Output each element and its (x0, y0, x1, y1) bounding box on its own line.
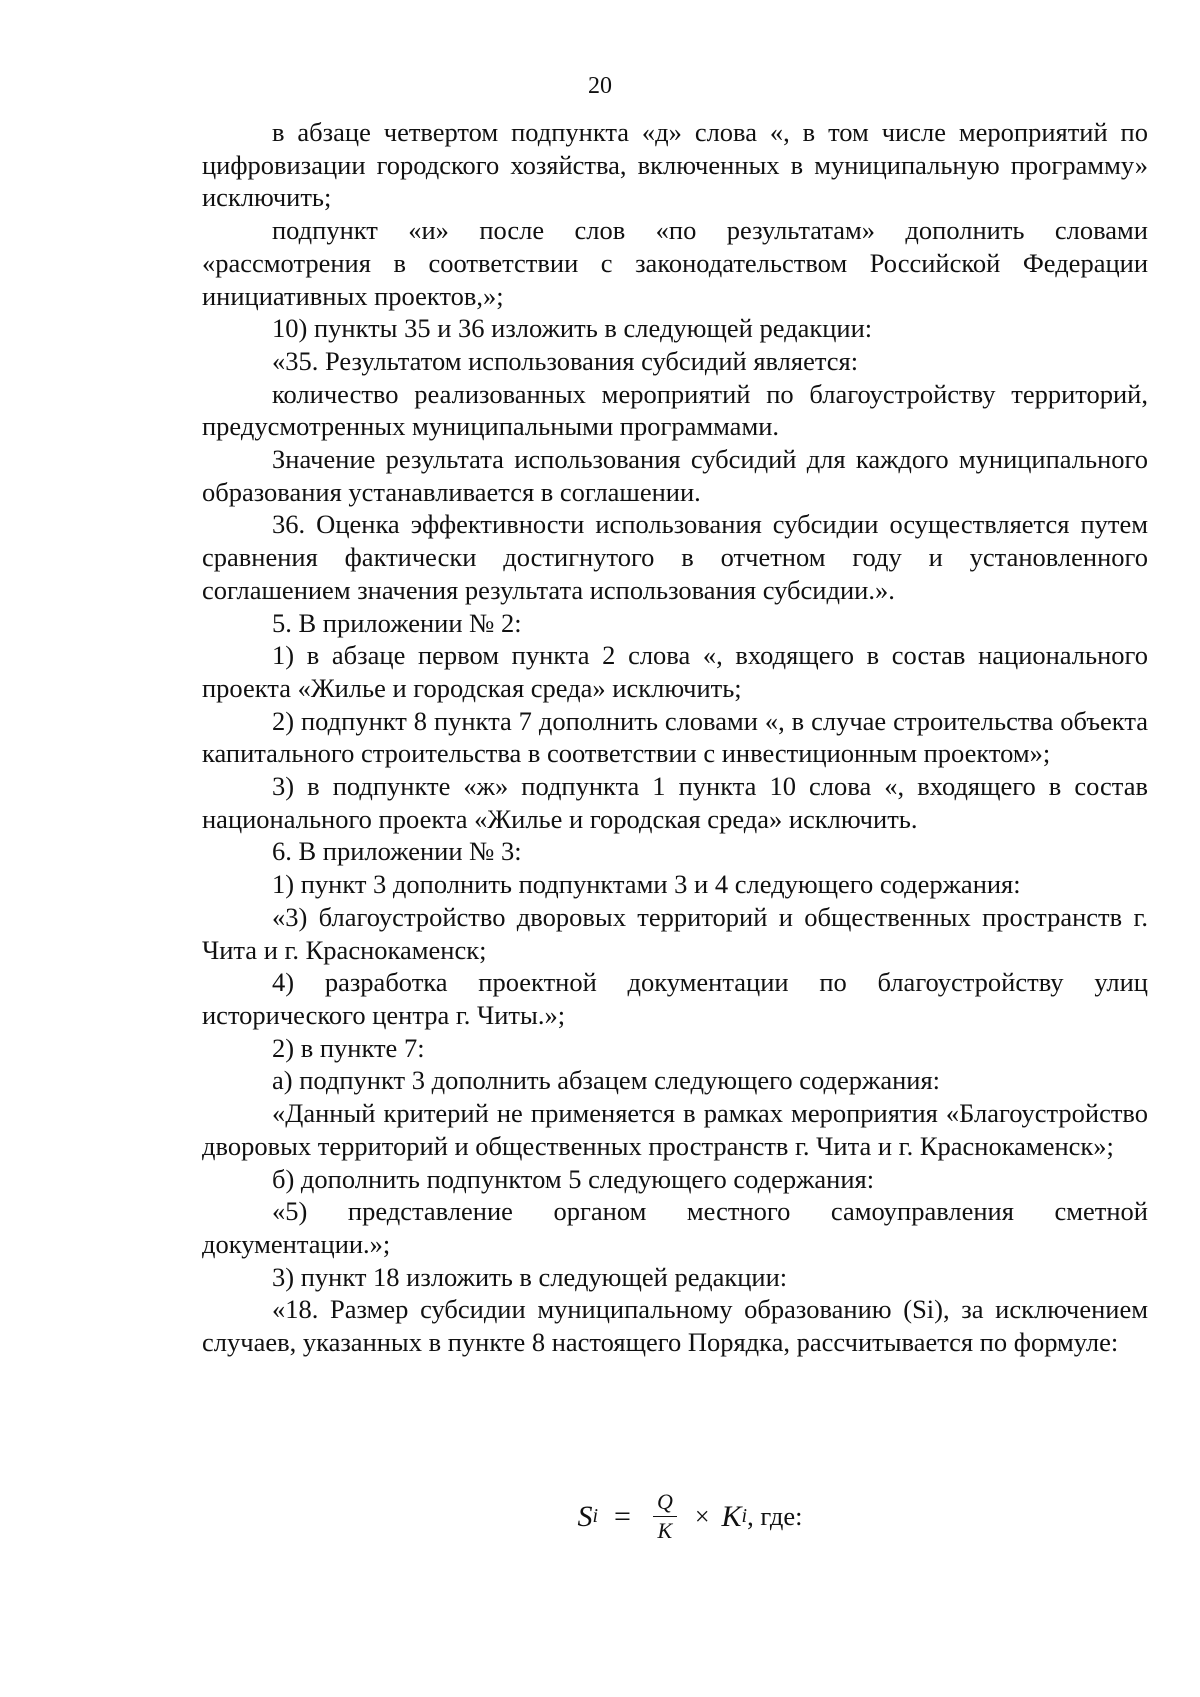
paragraph: 4) разработка проектной документации по благоустройству улиц исторического центра г. Читы.»; (202, 967, 1148, 1030)
paragraph: б) дополнить подпунктом 5 следующего содержания: (272, 1163, 875, 1194)
paragraph: подпункт «и» после слов «по результатам» дополнить словами «рассмотрения в соответствии с законодательством Российской Федерации инициативных проектов,»; (202, 215, 1148, 311)
paragraph: «18. Размер субсидии муниципальному образованию (Si), за исключением случаев, указанных в пункте 8 настоящего Порядка, рассчитывается по формуле: (202, 1294, 1148, 1358)
paragraph: 2) подпункт 8 пункта 7 дополнить словами «, в случае строительства объекта капитального строительства в соответствии с инвестиционным проектом»; (202, 705, 1148, 769)
paragraph: а) подпункт 3 дополнить абзацем следующего содержания: (272, 1065, 940, 1096)
paragraph: 5. В приложении № 2: (272, 607, 522, 638)
paragraph: 1) в абзаце первом пункта 2 слова «, входящего в состав национального проекта «Жилье и городская среда» исключить; (202, 640, 1148, 703)
paragraph: 3) пункт 18 изложить в следующей редакции: (272, 1261, 788, 1292)
formula-lhs: S (577, 1499, 593, 1533)
paragraph: «Данный критерий не применяется в рамках мероприятия «Благоустройство дворовых территорий и общественных пространств г. Чита и г. Краснокаменск»; (202, 1098, 1148, 1161)
paragraph: 2) в пункте 7: (272, 1032, 425, 1063)
paragraph: Значение результата использования субсидий для каждого муниципального образования устанавливается в соглашении. (202, 444, 1148, 507)
paragraph: 36. Оценка эффективности использования субсидии осуществляется путем сравнения фактически достигнутого в отчетном году и установленного соглашением значения результата использования субсидии.». (202, 509, 1148, 605)
paragraph: «5) представление органом местного самоуправления сметной документации.»; (202, 1196, 1148, 1259)
formula-lhs-subscript: i (592, 1505, 599, 1527)
formula-suffix: , где: (747, 1501, 803, 1531)
paragraph: «3) благоустройство дворовых территорий и общественных пространств г. Чита и г. Краснокаменск; (202, 901, 1148, 965)
document-body (202, 116, 1148, 1359)
formula-numerator: Q (653, 1490, 677, 1517)
subsidy-formula (0, 1490, 1200, 1543)
formula-factor: K (721, 1499, 742, 1533)
paragraph: 3) в подпункте «ж» подпункта 1 пункта 10 слова «, входящего в состав национального проекта «Жилье и городская среда» исключить. (202, 771, 1148, 834)
paragraph: 6. В приложении № 3: (272, 836, 522, 867)
paragraph: 10) пункты 35 и 36 изложить в следующей редакции: (272, 313, 873, 344)
paragraph: в абзаце четвертом подпункта «д» слова «, в том числе мероприятий по цифровизации городского хозяйства, включенных в муниципальную программу» исключить; (202, 117, 1148, 213)
formula-factor-subscript: i (741, 1505, 748, 1527)
paragraph: 1) пункт 3 дополнить подпунктами 3 и 4 следующего содержания: (272, 869, 1021, 900)
formula-denominator: K (657, 1518, 673, 1543)
paragraph: «35. Результатом использования субсидий является: (272, 345, 859, 376)
paragraph: количество реализованных мероприятий по благоустройству территорий, предусмотренных муниципальными программами. (202, 378, 1148, 442)
formula-fraction (653, 1490, 677, 1543)
page-number: 20 (588, 73, 612, 99)
formula-times: × (694, 1501, 710, 1531)
formula-equals: = (614, 1499, 631, 1533)
